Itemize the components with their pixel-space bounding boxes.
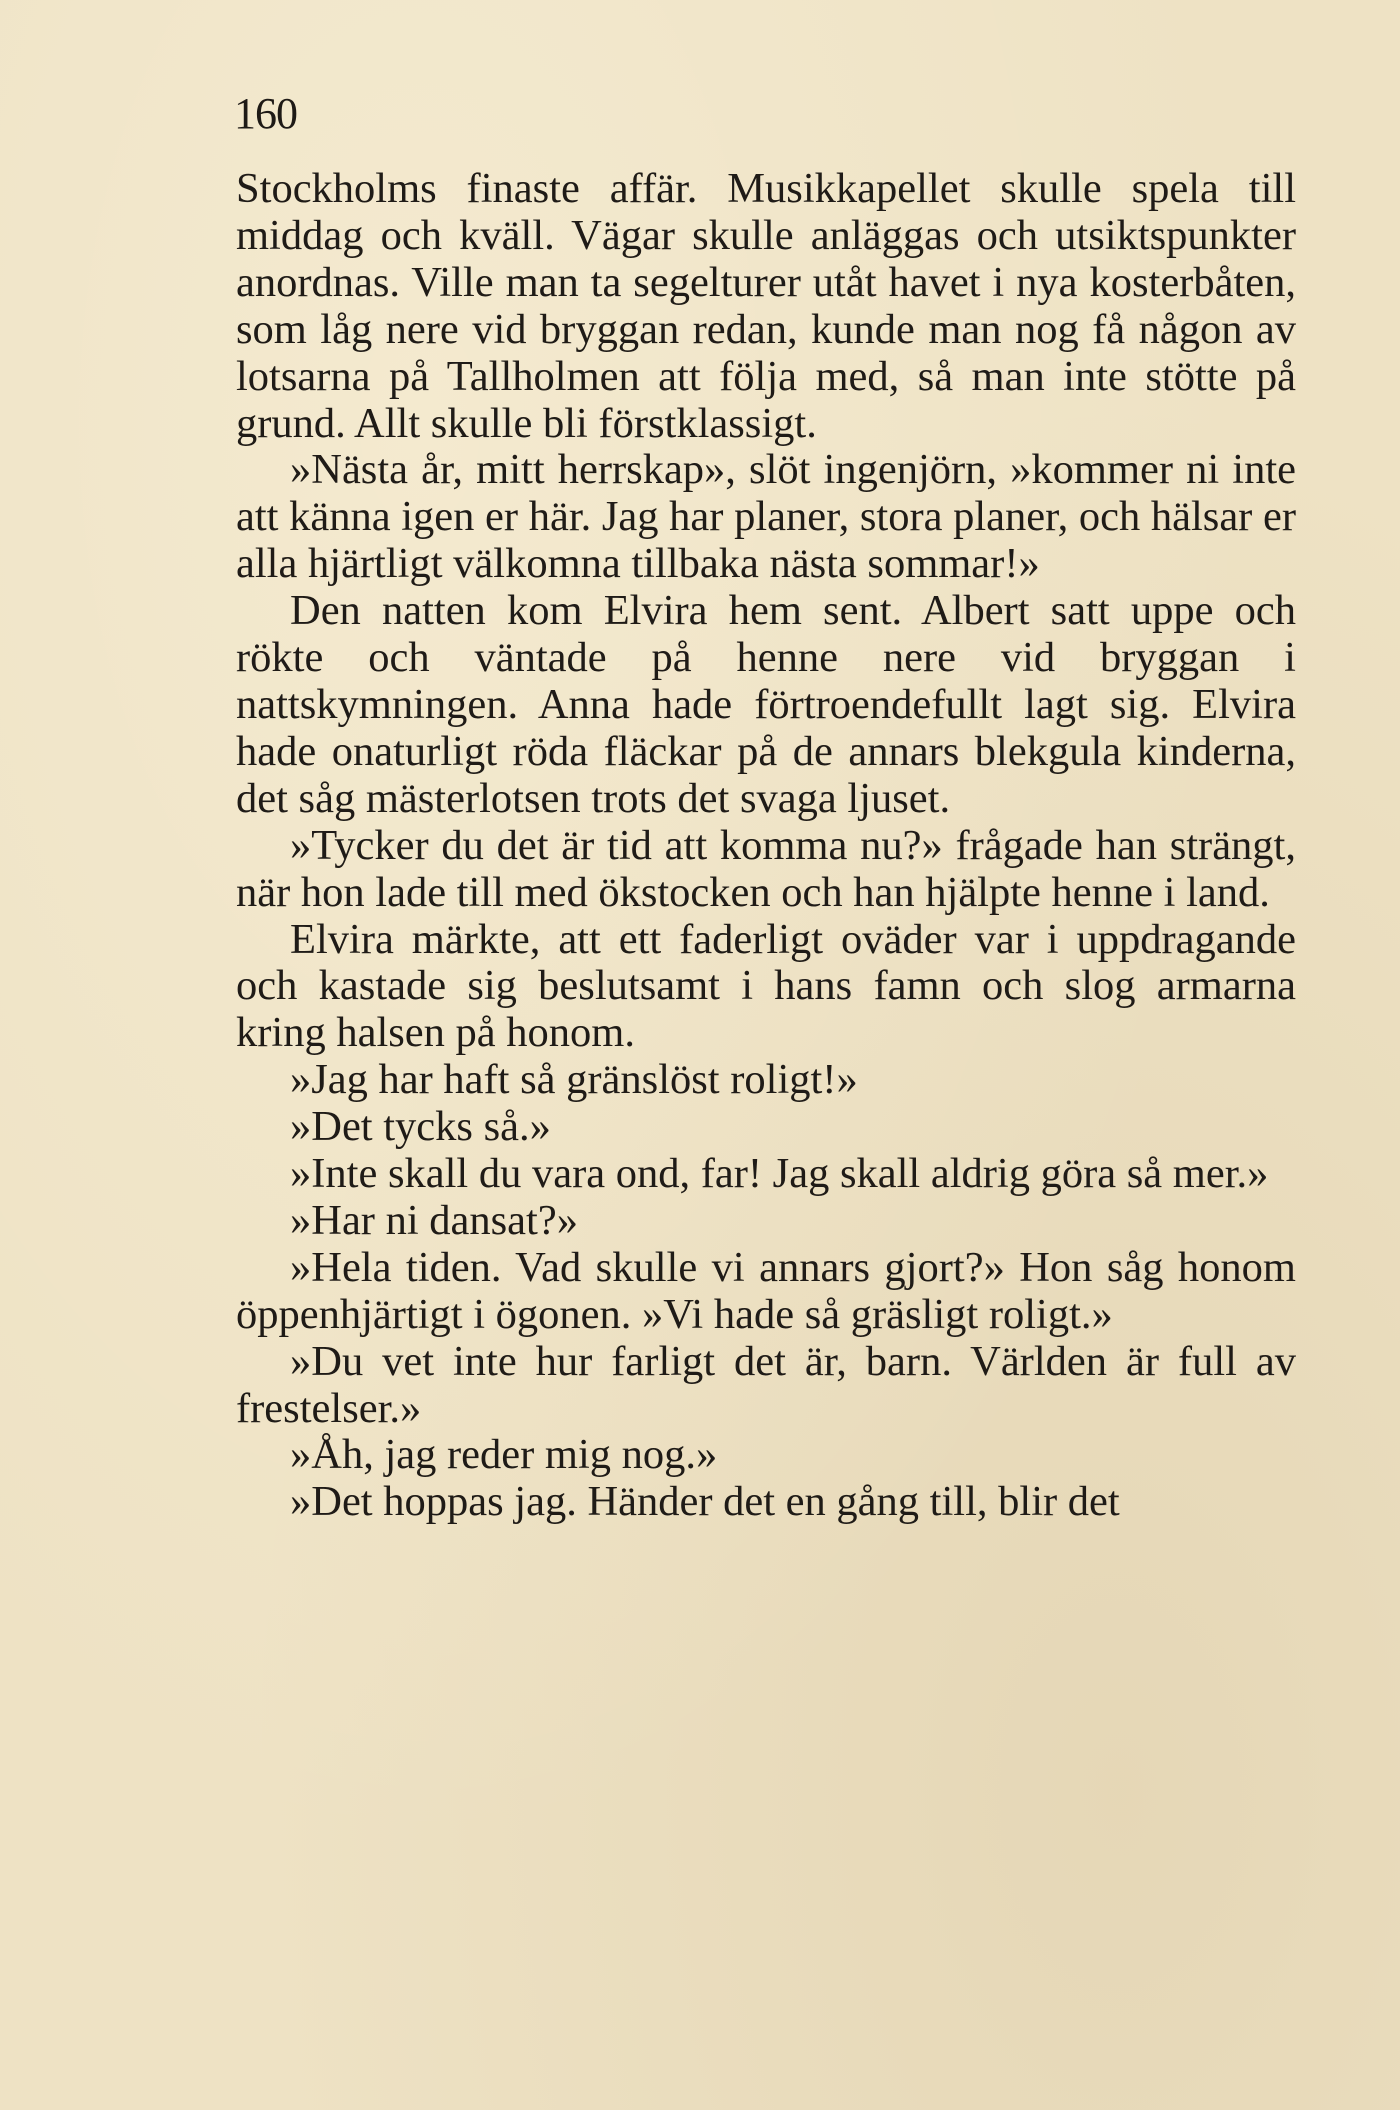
paragraph-1: Stockholms finaste affär. Musikkapellet skulle spela till middag och kväll. Vägar skulle anläggas och utsiktspunkter anordnas. Ville man ta segelturer utåt havet i nya kosterbåten, som låg nere vid bryggan redan, kunde man nog få någon av lotsarna på Tallholmen att följa med, så man inte stötte på grund. Allt skulle bli förstklassigt. [236,165,1296,447]
page-number: 160 [234,89,297,138]
body-text [236,166,1296,1526]
paragraph-6: »Jag har haft så gränslöst roligt!» [290,1056,858,1104]
paragraph-11: »Du vet inte hur farligt det är, barn. Världen är full av frestelser.» [236,1337,1296,1432]
paragraph-12: »Åh, jag reder mig nog.» [290,1431,718,1479]
paragraph-7: »Det tycks så.» [290,1103,551,1151]
paragraph-10: »Hela tiden. Vad skulle vi annars gjort?» Hon såg honom öppenhjärtigt i ögonen. »Vi hade så gräsligt roligt.» [236,1243,1296,1338]
paragraph-2: »Nästa år, mitt herrskap», slöt ingenjörn, »kommer ni inte att känna igen er här. Jag har planer, stora planer, och hälsar er alla hjärtligt välkomna tillbaka nästa sommar!» [236,446,1296,588]
paragraph-5: Elvira märkte, att ett faderligt oväder var i uppdragande och kastade sig beslutsamt i hans famn och slog armarna kring halsen på honom. [236,915,1296,1057]
paragraph-8: »Inte skall du vara ond, far! Jag skall aldrig göra så mer.» [290,1150,1269,1198]
paragraph-9: »Har ni dansat?» [290,1196,578,1244]
paragraph-13: »Det hoppas jag. Händer det en gång till, blir det [290,1478,1120,1526]
paragraph-4: »Tycker du det är tid att komma nu?» frågade han strängt, när hon lade till med ökstocken och han hjälpte henne i land. [236,821,1296,916]
paragraph-3: Den natten kom Elvira hem sent. Albert satt uppe och rökte och väntade på henne nere vid bryggan i nattskymningen. Anna hade förtroendefullt lagt sig. Elvira hade onaturligt röda fläckar på de annars blekgula kinderna, det såg mästerlotsen trots det svaga ljuset. [236,587,1296,822]
